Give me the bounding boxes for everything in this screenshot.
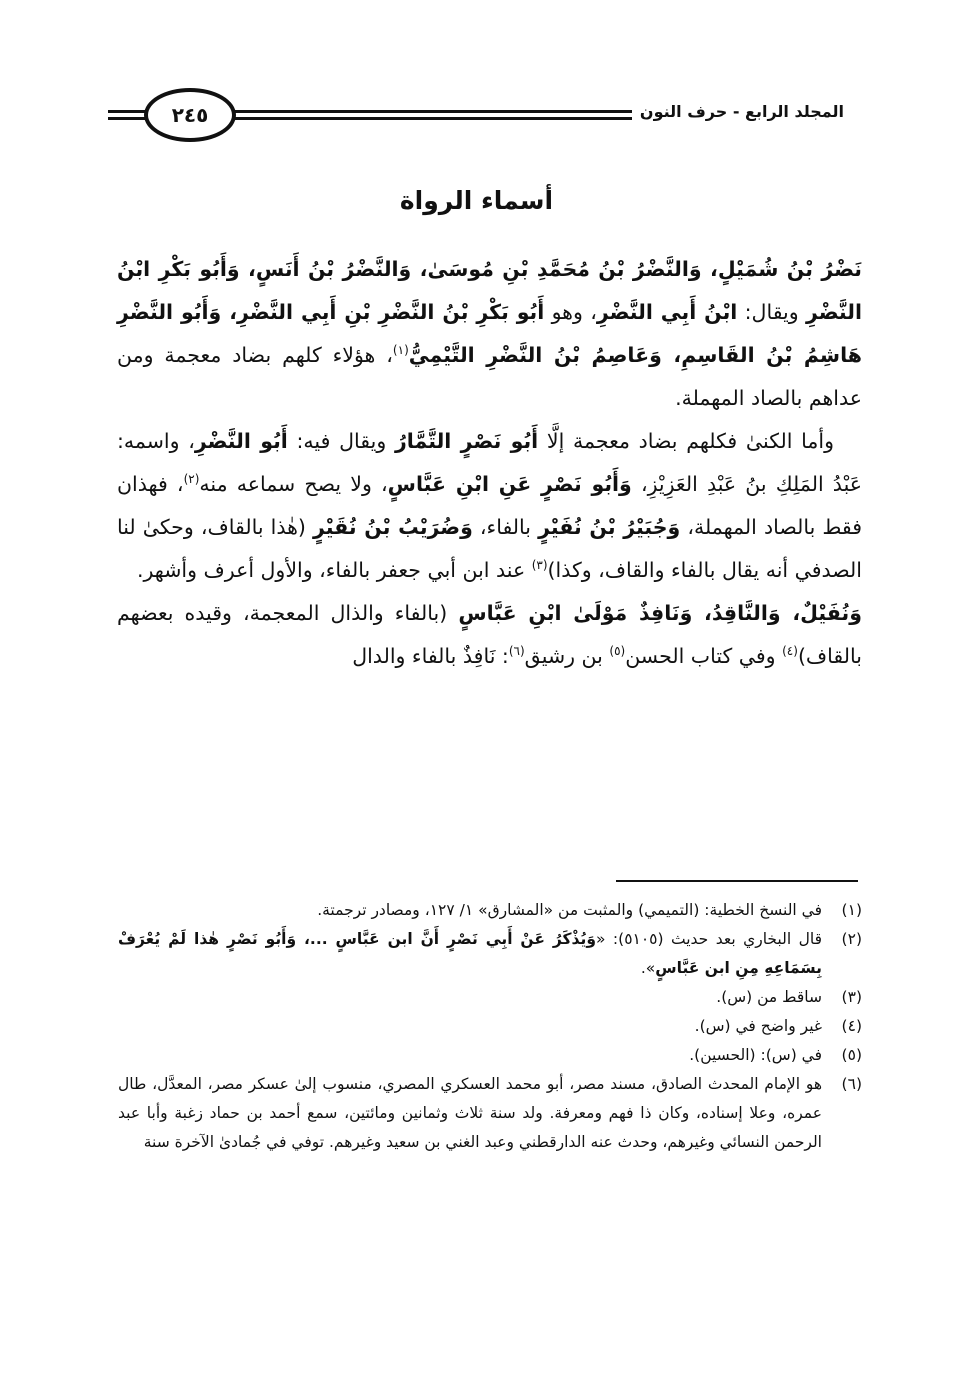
footnote-ref-1: (١) xyxy=(392,343,409,358)
footnote-5 xyxy=(118,1041,862,1070)
footnote-6 xyxy=(118,1070,862,1157)
footnote-ref-6: (٦) xyxy=(508,644,525,659)
narrator-name: أَبُو نَصْرٍ التَّمَّارُ xyxy=(394,429,539,453)
text-run: (بالفاء والذال المعجمة، وقيده بعضهم بالقاف) xyxy=(117,601,862,668)
narrator-name: وَضُرَيْبُ بْنُ نُقَيْرٍ xyxy=(312,515,473,539)
narrator-name: وَجُبَيْرُ بْنُ نُفَيْرٍ xyxy=(538,515,681,539)
page-header xyxy=(108,86,848,146)
narrator-name: أَبُو النَّضْرِ xyxy=(194,429,288,453)
narrator-name: ابْنُ أَبِي النَّضْرِ xyxy=(596,300,738,324)
hadith-quote: وَيُذْكَرُ عَنْ أَبِي نَصْرٍ أَنَّ ابن عَبَّاسٍ ...، وَأَبُو نَصْرٍ هٰذا لَمْ يُعْرَفْ بِسَمَاعِهِ مِنِ ابن عَبَّاسٍ xyxy=(118,930,822,977)
footnote-2 xyxy=(118,925,862,983)
footnote-number: (٢) xyxy=(841,930,862,948)
running-title: المجلد الرابع - حرف النون xyxy=(632,102,848,121)
text-run: ويقال فيه: xyxy=(287,429,395,453)
text-run: ، هؤلاء كلهم بضاد معجمة ومن عداهم بالصاد المهملة. xyxy=(117,343,862,410)
footnote-ref-5: (٥) xyxy=(609,644,626,659)
footnote-number: (٣) xyxy=(841,988,862,1006)
text-run: بن رشيق xyxy=(524,644,610,668)
text-run: عند ابن أبي جعفر بالفاء، والأول أعرف وأشهر. xyxy=(136,558,532,582)
paragraph-1 xyxy=(117,248,862,420)
text-run: ، ولا يصح سماعه منه xyxy=(199,472,388,496)
text-run: بالفاء، xyxy=(472,515,539,539)
narrator-names: أَبُو بَكْرِ بْنُ النَّضْرِ بْنِ أَبِي النَّضْرِ، وَأَبُو النَّضْرِ هَاشِمُ بْنُ القَاسِمِ، وَعَاصِمُ بْنُ النَّضْرِ التَّيْمِيُّ xyxy=(117,300,862,367)
text-run: : نَافِذٌ بالفاء والدال xyxy=(352,644,509,668)
text-run: ». xyxy=(640,959,656,977)
footnote-4 xyxy=(118,1012,862,1041)
text-run: وأما الكنىٰ فكلهم بضاد معجمة إلَّا xyxy=(538,429,834,453)
footnotes xyxy=(118,896,862,1157)
text-run: ويقال: xyxy=(737,300,806,324)
footnote-text xyxy=(118,925,822,983)
footnote-number: (١) xyxy=(841,901,862,919)
text-run: ، وهو xyxy=(544,300,597,324)
footnote-text: هو الإمام المحدث الصادق، مسند مصر، أبو محمد العسكري المصري، منسوب إلىٰ عسكر مصر، المعدَّل، طال عمره، وعلا إسناده، وكان ذا فهم ومعرفة. ولد سنة ثلاث وثمانين ومائتين، سمع أحمد بن حماد زغبة وأبا عبد الرحمن النسائي وغيرهم، وحدث عنه الدارقطني وعبد الغني بن سعيد وغيرهم. توفي في جُمادىٰ الآخرة سنة xyxy=(118,1075,822,1151)
footnote-number: (٦) xyxy=(841,1075,862,1093)
text-run: (هٰذا بالقاف، وحكىٰ لنا الصدفي أنه يقال بالفاء والقاف، وكذا) xyxy=(117,515,862,582)
footnote-text: في (س): (الحسين). xyxy=(689,1046,822,1064)
section-title: أسماء الرواة xyxy=(399,186,554,215)
footnote-text: غير واضح في (س). xyxy=(694,1017,822,1035)
footnote-separator xyxy=(616,880,858,882)
footnote-text: في النسخ الخطية: (التميمي) والمثبت من «المشارق» ١/ ١٢٧، ومصادر ترجمتة. xyxy=(317,901,822,919)
page-number: ٢٤٥ xyxy=(171,103,209,127)
main-text xyxy=(117,248,862,678)
narrator-name: وَأَبُو نَصْرٍ عَنِ ابْنِ عَبَّاسٍ xyxy=(387,472,632,496)
narrator-names: وَنُفَيْلٌ، وَالنَّاقِدُ، وَنَافِذٌ مَوْلَىٰ ابْنِ عَبَّاسٍ xyxy=(458,601,862,625)
text-run: وفي كتاب الحسن xyxy=(625,644,783,668)
text-run: ، فهذان فقط بالصاد المهملة، xyxy=(117,472,863,539)
footnote-3 xyxy=(118,983,862,1012)
footnote-number: (٤) xyxy=(841,1017,862,1035)
page-number-badge xyxy=(144,88,236,142)
paragraph-3 xyxy=(117,592,862,678)
paragraph-2 xyxy=(117,420,862,592)
narrator-names: نَضْرُ بْنُ شُمَيْلٍ، وَالنَّضْرُ بْنُ مُحَمَّدِ بْنِ مُوسَىٰ، وَالنَّضْرُ بْنُ أَنَسٍ، وَأَبُو بَكْرِ ابْنُ النَّضْرِ xyxy=(117,257,863,324)
text-run: قال البخاري بعد حديث (٥١٠٥): « xyxy=(595,930,822,948)
footnote-1 xyxy=(118,896,862,925)
footnote-ref-2: (٢) xyxy=(183,472,200,487)
footnote-ref-4: (٤) xyxy=(782,644,798,659)
footnote-text: ساقط من (س). xyxy=(716,988,822,1006)
footnote-ref-3: (٣) xyxy=(531,558,548,573)
text-run: ، واسمه: عَبْدُ المَلِكِ بنُ عَبْدِ العَزِيْزِ، xyxy=(117,429,862,496)
footnote-number: (٥) xyxy=(841,1046,862,1064)
